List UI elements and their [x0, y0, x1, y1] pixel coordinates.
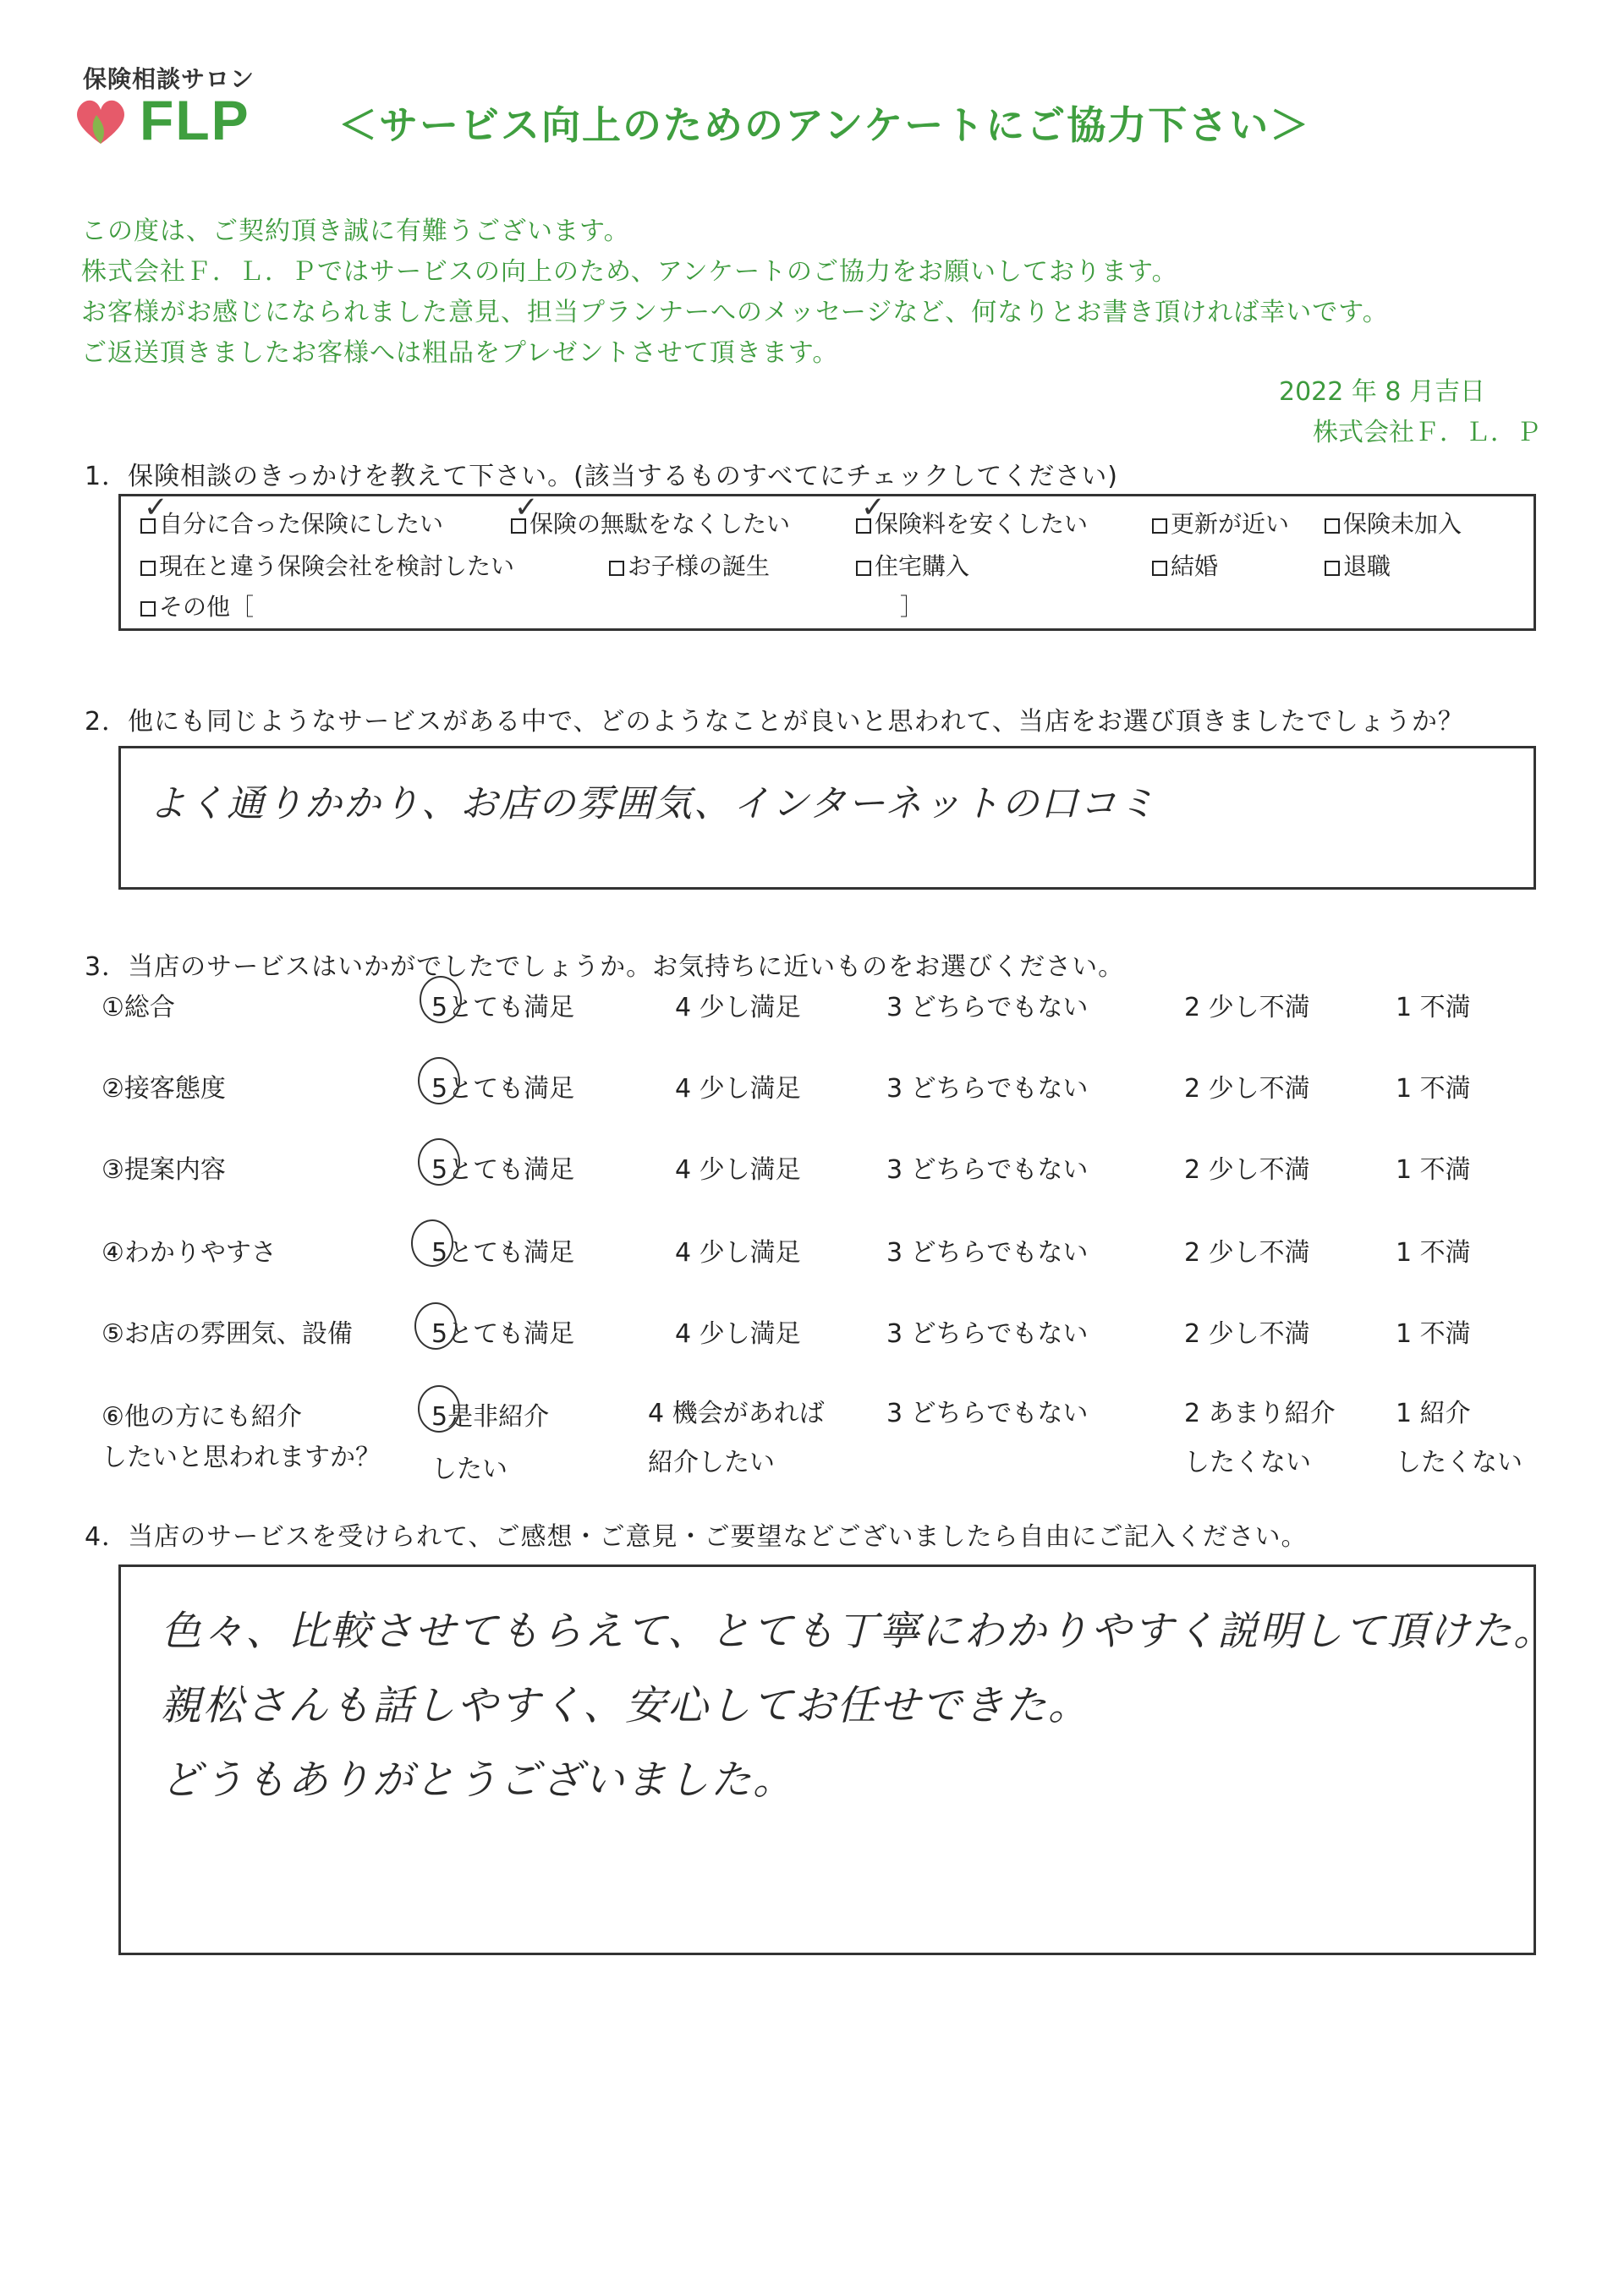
rating-3-opt-5[interactable]: 5とても満足: [431, 1155, 575, 1185]
intro-line-3: お客様がお感じになられました意見、担当プランナーへのメッセージなど、何なりとお書き頂ければ幸いです。: [81, 298, 1389, 327]
rating-4-opt-2[interactable]: 2 少し不満: [1184, 1238, 1310, 1268]
q1-other-bracket-close: ］: [900, 593, 924, 621]
question-1: 1．保険相談のきっかけを教えて下さい。(該当するものすべてにチェックしてください): [85, 462, 1118, 491]
q1-option-other[interactable]: その他［: [140, 589, 254, 622]
rating-5-opt-1[interactable]: 1 不満: [1396, 1319, 1471, 1349]
rating-label-6-line-2: したいと思われますか？: [102, 1443, 381, 1472]
intro-line-1: この度は、ご契約頂き誠に有難うございます。: [81, 216, 630, 246]
selected-circle-icon: [418, 1385, 460, 1433]
question-2: 2．他にも同じようなサービスがある中で、どのようなことが良いと思われて、当店をお選び頂きましたでしょうか？: [85, 707, 1464, 737]
intro-line-4: ご返送頂きましたお客様へは粗品をプレゼントさせて頂きます。: [81, 338, 839, 368]
rating-6-opt-3[interactable]: 3 どちらでもない: [886, 1399, 1089, 1428]
q1-option-2[interactable]: 保険の無駄をなくしたい: [511, 506, 790, 540]
rating-label-6-line-1: ⑥他の方にも紹介: [102, 1402, 302, 1432]
rating-6-opt-1[interactable]: 1 紹介 したくない: [1396, 1399, 1522, 1477]
rating-5-opt-4[interactable]: 4 少し満足: [675, 1319, 801, 1349]
rating-label-2: ②接客態度: [102, 1074, 226, 1104]
q1-option-4[interactable]: 更新が近い: [1152, 506, 1289, 540]
rating-4-opt-5[interactable]: 5とても満足: [431, 1238, 575, 1268]
q1-option-9[interactable]: 結婚: [1152, 548, 1218, 582]
rating-2-opt-5[interactable]: 5とても満足: [431, 1074, 575, 1104]
brand-logo-text: FLP: [140, 89, 250, 151]
rating-3-opt-2[interactable]: 2 少し不満: [1184, 1155, 1310, 1185]
rating-1-opt-3[interactable]: 3 どちらでもない: [886, 993, 1089, 1022]
checkmark-icon: ✓: [144, 490, 168, 524]
rating-6-opt-2[interactable]: 2 あまり紹介 したくない: [1184, 1399, 1336, 1477]
checkbox-icon: [1152, 561, 1167, 576]
selected-circle-icon: [420, 976, 462, 1023]
selected-circle-icon: [414, 1302, 457, 1350]
rating-5-opt-3[interactable]: 3 どちらでもない: [886, 1319, 1089, 1349]
q1-option-10[interactable]: 退職: [1325, 548, 1391, 582]
selected-circle-icon: [418, 1057, 460, 1104]
rating-3-opt-4[interactable]: 4 少し満足: [675, 1155, 801, 1185]
rating-3-opt-3[interactable]: 3 どちらでもない: [886, 1155, 1089, 1185]
rating-6-opt-4[interactable]: 4 機会があれば 紹介したい: [648, 1399, 825, 1477]
question-3: 3．当店のサービスはいかがでしたでしょうか。お気持ちに近いものをお選びください。: [85, 952, 1125, 982]
rating-label-4: ④わかりやすさ: [102, 1238, 277, 1268]
checkbox-icon: [856, 561, 871, 576]
date-text: 2022 年 8 月吉日: [1279, 377, 1486, 407]
brand-subtitle: 保険相談サロン: [83, 65, 255, 93]
rating-2-opt-2[interactable]: 2 少し不満: [1184, 1074, 1310, 1104]
rating-1-opt-2[interactable]: 2 少し不満: [1184, 993, 1310, 1022]
checkbox-icon: [140, 561, 156, 576]
rating-5-opt-2[interactable]: 2 少し不満: [1184, 1319, 1310, 1349]
rating-4-opt-1[interactable]: 1 不満: [1396, 1238, 1471, 1268]
q1-option-8[interactable]: 住宅購入: [856, 548, 969, 582]
q4-answer-line-3: どうもありがとうございました。: [161, 1756, 796, 1804]
rating-4-opt-4[interactable]: 4 少し満足: [675, 1238, 801, 1268]
checkmark-icon: ✓: [514, 490, 539, 524]
rating-label-3: ③提案内容: [102, 1155, 226, 1185]
question-4: 4．当店のサービスを受けられて、ご感想・ご意見・ご要望などございましたら自由にご記入ください。: [85, 1522, 1308, 1552]
rating-label-1: ①総合: [102, 993, 175, 1022]
page-title: ＜サービス向上のためのアンケートにご協力下さい＞: [338, 102, 1311, 148]
rating-1-opt-1[interactable]: 1 不満: [1396, 993, 1471, 1022]
rating-1-opt-4[interactable]: 4 少し満足: [675, 993, 801, 1022]
q1-option-7[interactable]: お子様の誕生: [609, 548, 770, 582]
rating-1-opt-5[interactable]: 5とても満足: [431, 993, 575, 1022]
heart-logo-icon: [71, 91, 130, 151]
q4-answer-line-2: 親松さんも話しやすく、安心してお任せできた。: [161, 1682, 1091, 1729]
q1-option-1[interactable]: 自分に合った保険にしたい: [140, 506, 443, 540]
checkbox-icon: [1325, 518, 1340, 534]
rating-5-opt-5[interactable]: 5とても満足: [431, 1319, 575, 1349]
intro-line-2: 株式会社Ｆ．Ｌ．Ｐではサービスの向上のため、アンケートのご協力をお願いしております。: [81, 257, 1178, 287]
rating-label-5: ⑤お店の雰囲気、設備: [102, 1319, 353, 1349]
checkbox-icon: [140, 601, 156, 616]
selected-circle-icon: [411, 1219, 453, 1267]
rating-4-opt-3[interactable]: 3 どちらでもない: [886, 1238, 1089, 1268]
q1-option-6[interactable]: 現在と違う保険会社を検討したい: [140, 548, 514, 582]
rating-2-opt-1[interactable]: 1 不満: [1396, 1074, 1471, 1104]
checkbox-icon: [609, 561, 624, 576]
checkmark-icon: ✓: [861, 490, 886, 524]
q1-option-5[interactable]: 保険未加入: [1325, 506, 1462, 540]
checkbox-icon: [1325, 561, 1340, 576]
company-name: 株式会社Ｆ．Ｌ．Ｐ: [1313, 418, 1541, 447]
rating-2-opt-4[interactable]: 4 少し満足: [675, 1074, 801, 1104]
rating-6-opt-5[interactable]: 5是非紹介 したい: [431, 1402, 550, 1484]
rating-2-opt-3[interactable]: 3 どちらでもない: [886, 1074, 1089, 1104]
checkbox-icon: [1152, 518, 1167, 534]
q1-option-3[interactable]: 保険料を安くしたい: [856, 506, 1088, 540]
selected-circle-icon: [418, 1138, 460, 1186]
q2-answer: よく通りかかり、お店の雰囲気、インターネットの口コミ: [149, 782, 1158, 825]
q4-answer-line-1: 色々、比較させてもらえて、とても丁寧にわかりやすく説明して頂けた。: [161, 1608, 1556, 1655]
rating-3-opt-1[interactable]: 1 不満: [1396, 1155, 1471, 1185]
